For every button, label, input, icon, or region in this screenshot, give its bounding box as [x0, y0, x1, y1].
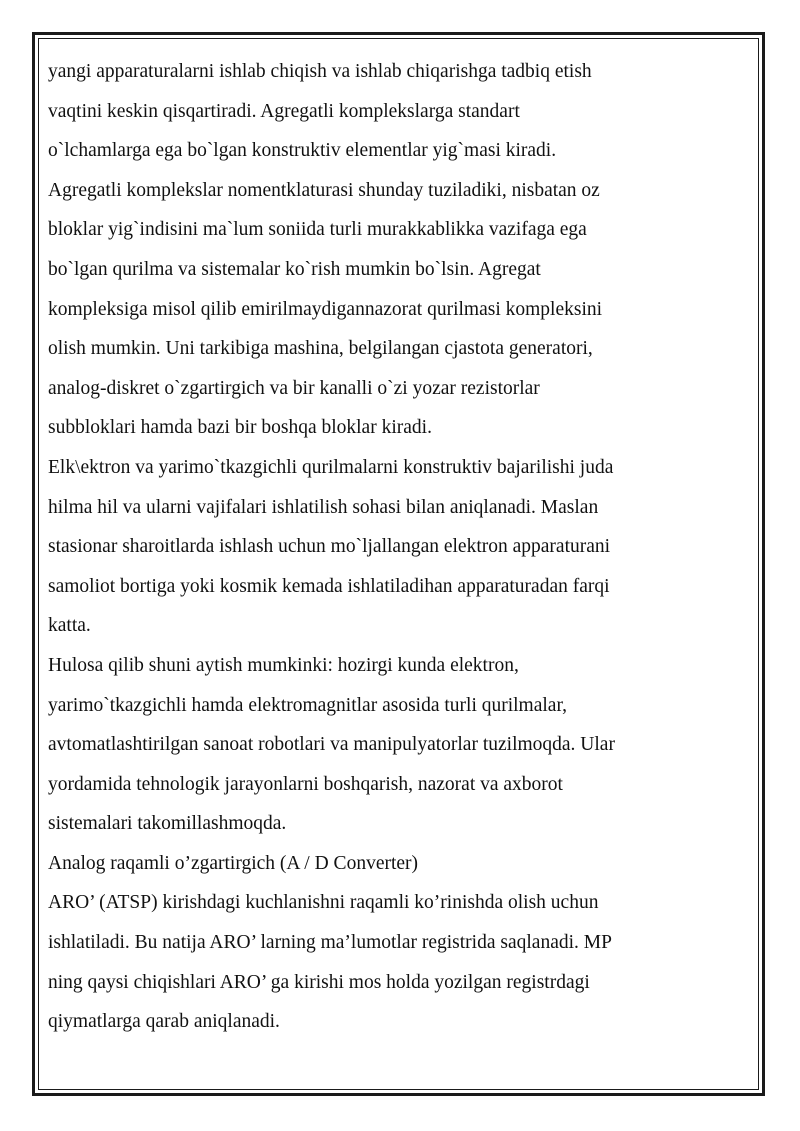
- text-line: Hulosa qilib shuni aytish mumkinki: hozirgi kunda elektron,: [48, 654, 519, 676]
- text-line: ishlatiladi. Bu natija ARO’ larning ma’lumotlar registrida saqlanadi. MP: [48, 932, 612, 954]
- text-line: olish mumkin. Uni tarkibiga mashina, belgilangan cjastota generatori,: [48, 338, 593, 360]
- text-line: avtomatlashtirilgan sanoat robotlari va manipulyatorlar tuzilmoqda. Ular: [48, 734, 615, 756]
- text-line: ning qaysi chiqishlari ARO’ ga kirishi mos holda yozilgan registrdagi: [48, 971, 590, 993]
- text-line: samoliot bortiga yoki kosmik kemada ishlatiladihan apparaturadan farqi: [48, 575, 610, 597]
- text-line: yarimo`tkazgichli hamda elektromagnitlar asosida turli qurilmalar,: [48, 694, 568, 716]
- text-line: stasionar sharoitlarda ishlash uchun mo`ljallangan elektron apparaturani: [48, 536, 611, 558]
- text-line: bo`lgan qurilma va sistemalar ko`rish mumkin bo`lsin. Agregat: [48, 258, 541, 280]
- text-line: ARO’ (ATSP) kirishdagi kuchlanishni raqamli ko’rinishda olish uchun: [48, 892, 599, 914]
- text-line: qiymatlarga qarab aniqlanadi.: [48, 1011, 280, 1033]
- text-line: subbloklari hamda bazi bir boshqa bloklar kiradi.: [48, 417, 432, 439]
- section-heading: Analog raqamli o’zgartirgich (A / D Converter): [48, 852, 419, 874]
- text-line: kompleksiga misol qilib emirilmaydigannazorat qurilmasi kompleksini: [48, 298, 603, 320]
- text-line: sistemalari takomillashmoqda.: [48, 813, 287, 835]
- document-body: [48, 52, 748, 1042]
- text-line: yangi apparaturalarni ishlab chiqish va ishlab chiqarishga tadbiq etish: [48, 61, 592, 82]
- text-line: Elk\ektron va yarimo`tkazgichli qurilmalarni konstruktiv bajarilishi juda: [48, 456, 614, 478]
- text-line: hilma hil va ularni vajifalari ishlatilish sohasi bilan aniqlanadi. Maslan: [48, 496, 599, 518]
- text-line: o`lchamlarga ega bo`lgan konstruktiv elementlar yig`masi kiradi.: [48, 140, 557, 162]
- text-line: bloklar yig`indisini ma`lum soniida turli murakkablikka vazifaga ega: [48, 219, 587, 241]
- text-line: yordamida tehnologik jarayonlarni boshqarish, nazorat va axborot: [48, 773, 563, 795]
- text-line: Agregatli komplekslar nomentklaturasi shunday tuziladiki, nisbatan oz: [48, 179, 600, 201]
- text-line: vaqtini keskin qisqartiradi. Agregatli komplekslarga standart: [48, 100, 520, 122]
- text-line: analog-diskret o`zgartirgich va bir kanalli o`zi yozar rezistorlar: [48, 377, 540, 399]
- text-line: katta.: [48, 615, 91, 637]
